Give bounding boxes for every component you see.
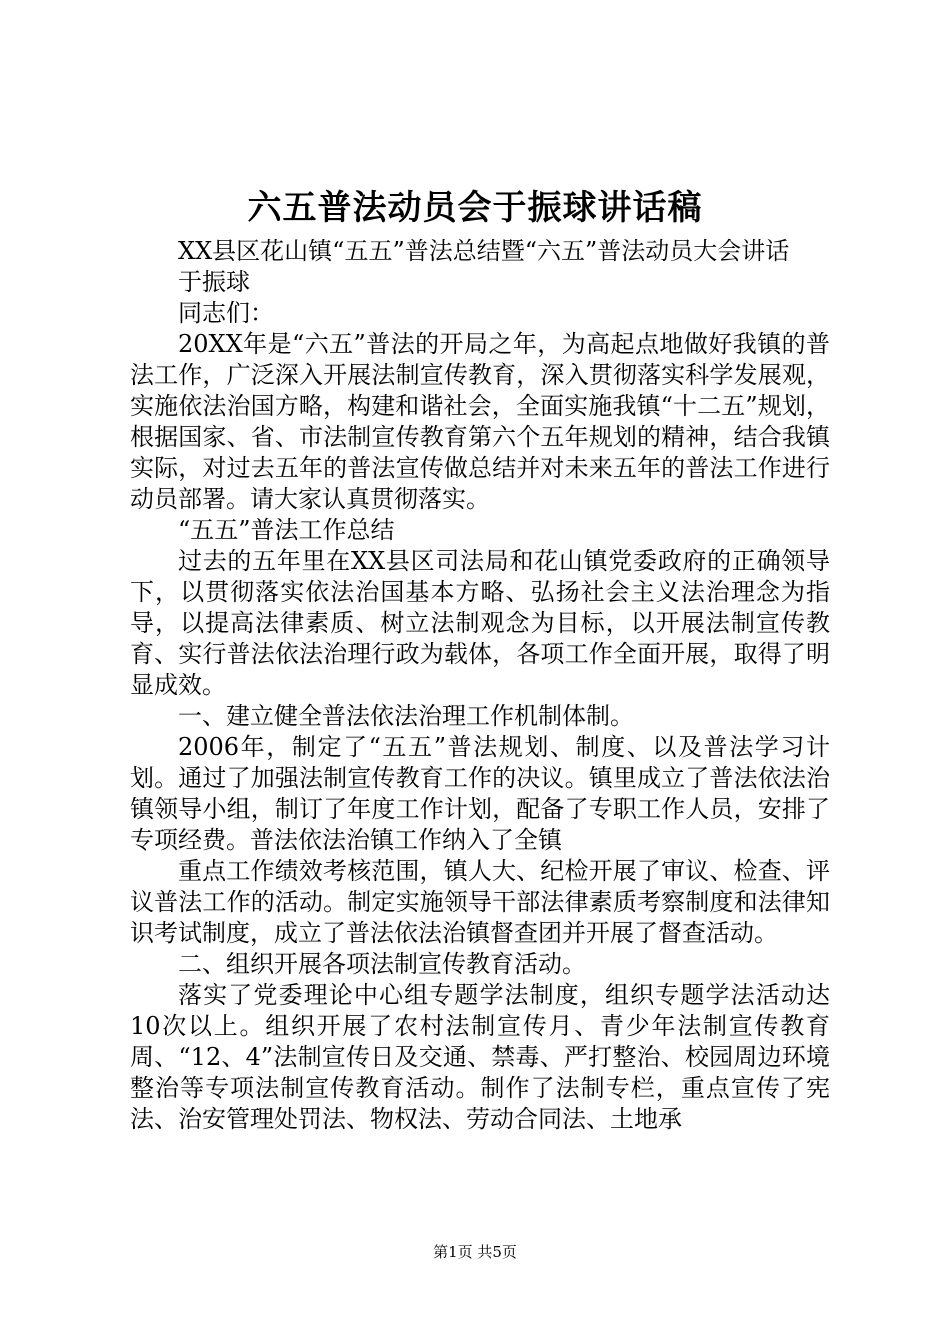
paragraph-heading-line: XX县区花山镇“五五”普法总结暨“六五”普法动员大会讲话: [178, 237, 790, 265]
section-heading-one: 一、建立健全普法依法治理工作机制体制。: [178, 702, 634, 730]
section-heading-two: 二、组织开展各项法制宣传教育活动。: [178, 950, 586, 978]
paragraph-section-one-b: 重点工作绩效考核范围，镇人大、纪检开展了审议、检查、评议普法工作的活动。制定实施领导干部法律素质考察制度和法律知识考试制度，成立了普法依法治镇督查团并开展了督查活动。: [130, 857, 830, 947]
document-title: 六五普法动员会于振球讲话稿: [247, 188, 703, 228]
paragraph-intro: 20XX年是“六五”普法的开局之年，为高起点地做好我镇的普法工作，广泛深入开展法制宣传教育，深入贯彻落实科学发展观，实施依法治国方略，构建和谐社会，全面实施我镇“十二五”规划，根据国家、省、市法制宣传教育第六个五年规划的精神，结合我镇实际，对过去五年的普法宣传做总结并对未来五年的普法工作进行动员部署。请大家认真贯彻落实。: [130, 330, 830, 513]
paragraph-section-one-a: 2006年，制定了“五五”普法规划、制度、以及普法学习计划。通过了加强法制宣传教育工作的决议。镇里成立了普法依法治镇领导小组，制订了年度工作计划，配备了专职工作人员，安排了专项经费。普法依法治镇工作纳入了全镇: [130, 733, 830, 854]
section-heading-summary: “五五”普法工作总结: [178, 516, 395, 544]
paragraph-section-two: 落实了党委理论中心组专题学法制度，组织专题学法活动达10次以上。组织开展了农村法制宣传月、青少年法制宣传教育周、“12、4”法制宣传日及交通、禁毒、严打整治、校园周边环境整治等专项法制宣传教育活动。制作了法制专栏，重点宣传了宪法、治安管理处罚法、物权法、劳动合同法、土地承: [130, 981, 830, 1133]
document-body: [130, 236, 830, 1135]
paragraph-speaker: 于振球: [178, 268, 250, 296]
paragraph-salutation: 同志们：: [178, 299, 274, 327]
page-number-footer: 第1页 共5页: [433, 1243, 517, 1261]
paragraph-summary: 过去的五年里在XX县区司法局和花山镇党委政府的正确领导下，以贯彻落实依法治国基本方略、弘扬社会主义法治理念为指导，以提高法律素质、树立法制观念为目标，以开展法制宣传教育、实行普法依法治理行政为载体，各项工作全面开展，取得了明显成效。: [130, 547, 830, 699]
